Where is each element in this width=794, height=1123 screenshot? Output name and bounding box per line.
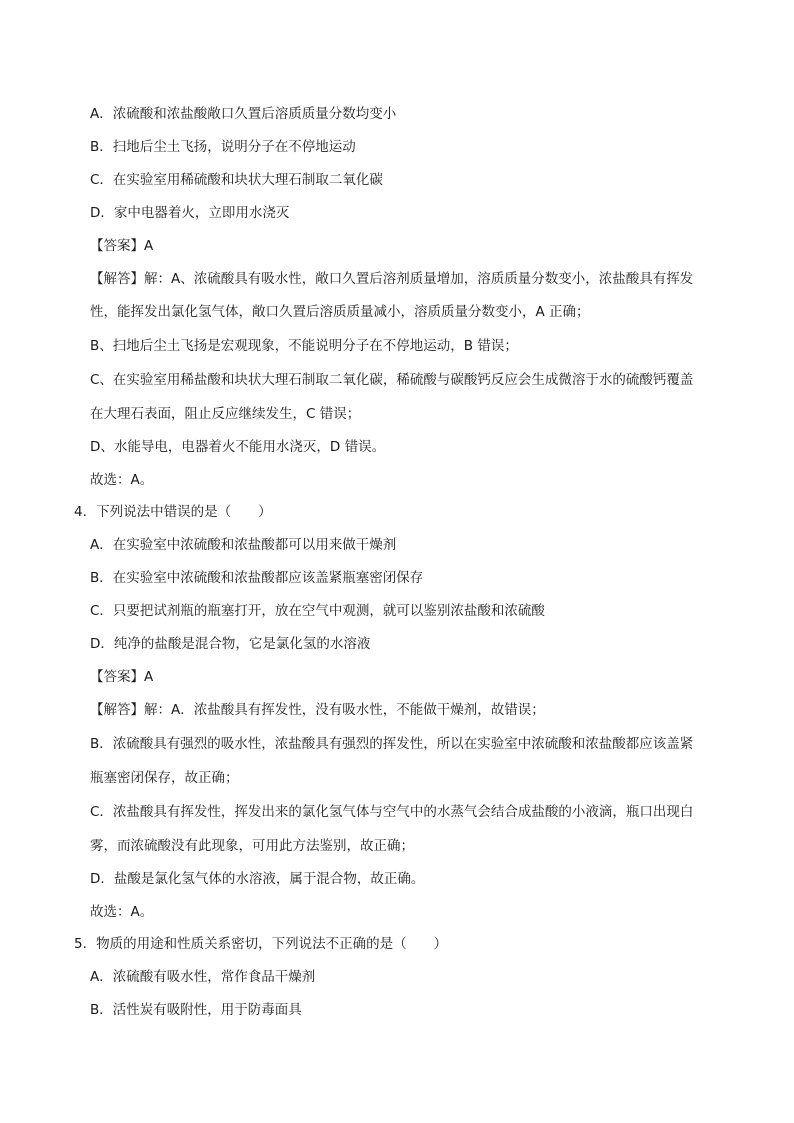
q3-analysis-line-5: 在大理石表面，阻止反应继续发生，C 错误； — [90, 406, 361, 422]
q4-analysis-line-6: D．盐酸是氯化氢气体的水溶液，属于混合物，故正确。 — [90, 871, 425, 887]
q5-stem: 5．物质的用途和性质关系密切，下列说法不正确的是（ ） — [74, 936, 448, 952]
q3-analysis-line-4: C、在实验室用稀盐酸和块状大理石制取二氧化碳，稀硫酸与碳酸钙反应会生成微溶于水的硫酸钙覆盖 — [90, 372, 694, 388]
q4-answer: 【答案】A — [90, 669, 154, 685]
q3-option-a: A．浓硫酸和浓盐酸敞口久置后溶质质量分数均变小 — [90, 106, 397, 122]
q4-analysis-line-3: 瓶塞密闭保存，故正确； — [90, 770, 239, 786]
q4-analysis-line-5: 雾，而浓硫酸没有此现象，可用此方法鉴别，故正确； — [90, 838, 414, 854]
q4-option-d: D．纯净的盐酸是混合物，它是氯化氢的水溶液 — [90, 636, 371, 652]
q4-analysis-line-4: C．浓盐酸具有挥发性，挥发出来的氯化氢气体与空气中的水蒸气会结合成盐酸的小液滴，瓶口出现白 — [90, 804, 694, 820]
q3-analysis-line-3: B、扫地后尘土飞扬是宏观现象，不能说明分子在不停地运动，B 错误； — [90, 338, 518, 354]
q4-analysis-line-1: 【解答】解：A．浓盐酸具有挥发性，没有吸水性，不能做干燥剂，故错误； — [90, 702, 545, 718]
q3-analysis-line-1: 【解答】解：A、浓硫酸具有吸水性，敞口久置后溶剂质量增加，溶质质量分数变小，浓盐酸具有挥发 — [90, 271, 694, 287]
q3-option-b: B．扫地后尘土飞扬，说明分子在不停地运动 — [90, 139, 356, 155]
q3-option-d: D．家中电器着火，立即用水浇灭 — [90, 205, 290, 221]
q3-analysis-line-2: 性，能挥发出氯化氢气体，敞口久置后溶质质量减小，溶质质量分数变小，A 正确； — [90, 304, 590, 320]
q4-option-a: A．在实验室中浓硫酸和浓盐酸都可以用来做干燥剂 — [90, 537, 397, 553]
q5-option-b: B．活性炭有吸附性，用于防毒面具 — [90, 1002, 302, 1018]
q4-analysis-line-2: B．浓硫酸具有强烈的吸水性，浓盐酸具有强烈的挥发性，所以在实验室中浓硫酸和浓盐酸都应该盖紧 — [90, 736, 694, 752]
q4-stem: 4．下列说法中错误的是（ ） — [74, 504, 272, 520]
q5-option-a: A．浓硫酸有吸水性，常作食品干燥剂 — [90, 969, 316, 985]
q4-conclusion: 故选：A。 — [90, 904, 154, 920]
q3-conclusion: 故选：A。 — [90, 472, 154, 488]
q4-option-b: B．在实验室中浓硫酸和浓盐酸都应该盖紧瓶塞密闭保存 — [90, 570, 424, 586]
q3-option-c: C．在实验室用稀硫酸和块状大理石制取二氧化碳 — [90, 172, 383, 188]
q3-answer: 【答案】A — [90, 238, 154, 254]
q4-option-c: C．只要把试剂瓶的瓶塞打开，放在空气中观测，就可以鉴别浓盐酸和浓硫酸 — [90, 603, 545, 619]
q3-analysis-line-6: D、水能导电，电器着火不能用水浇灭，D 错误。 — [90, 439, 386, 455]
